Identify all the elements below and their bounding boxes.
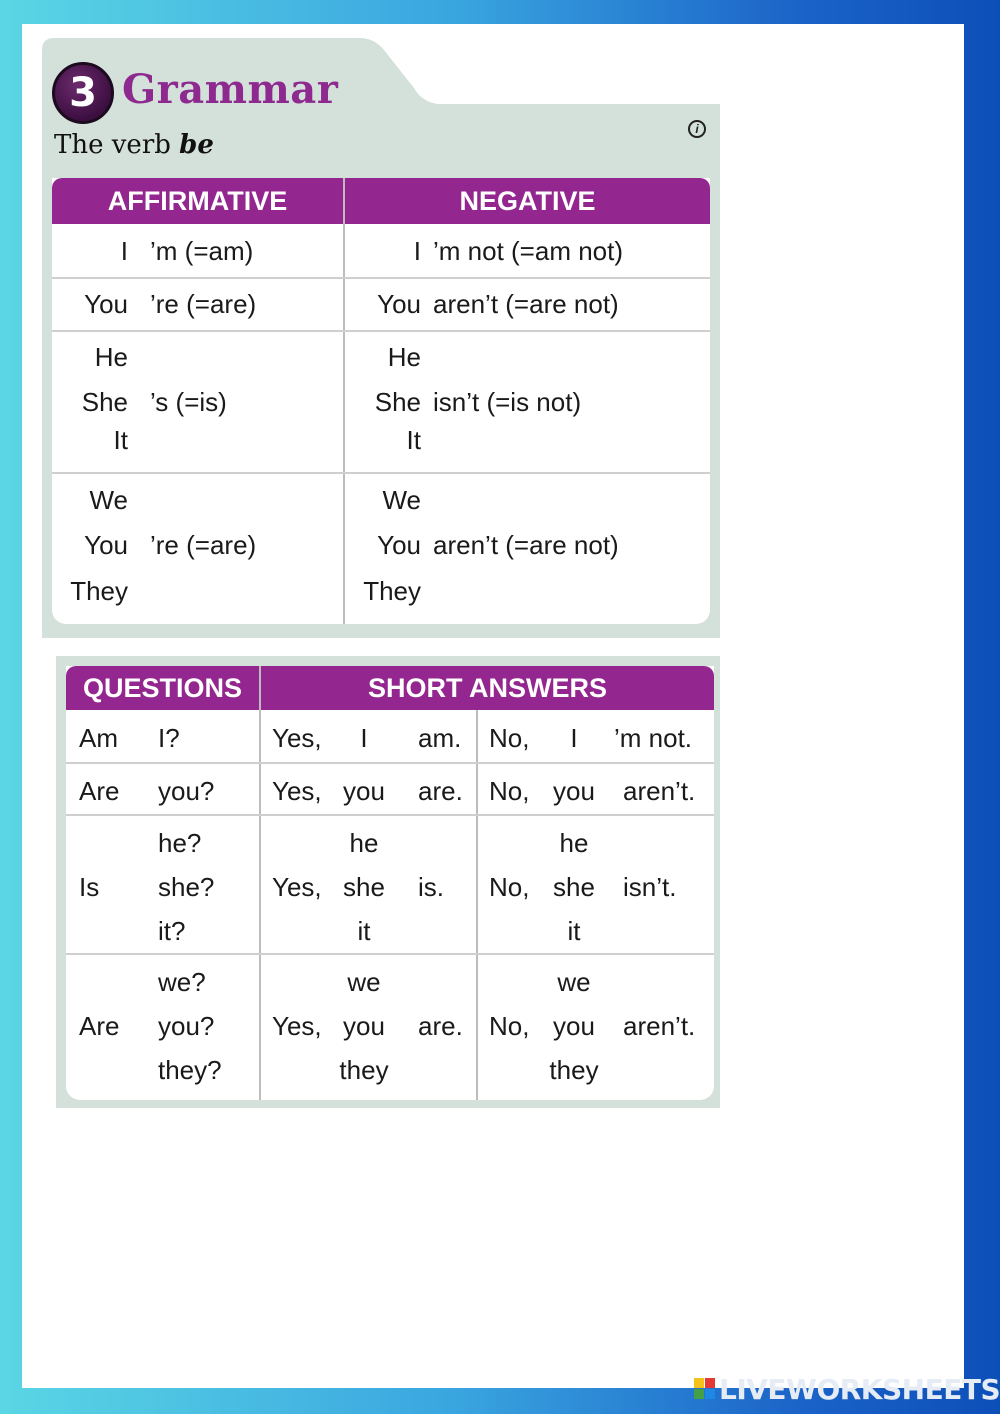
no-subject: I <box>570 723 578 753</box>
yes-word: Yes, <box>272 872 322 902</box>
neg-pronoun: You <box>377 530 421 560</box>
row-divider <box>66 814 714 816</box>
unit-number: 3 <box>69 70 97 116</box>
liveworksheets-logo-icon <box>694 1378 716 1400</box>
questions-panel <box>56 656 720 1108</box>
column-divider <box>476 710 478 1100</box>
yes-verb: are. <box>418 776 463 806</box>
negative-header: NEGATIVE <box>459 186 596 216</box>
yes-subject: it <box>357 916 371 946</box>
row-divider <box>52 472 710 474</box>
neg-form: isn’t (=is not) <box>433 387 582 417</box>
question-subject: they? <box>158 1055 222 1085</box>
neg-pronoun: She <box>374 387 421 417</box>
no-verb: aren’t. <box>623 1011 696 1041</box>
no-subject: they <box>549 1055 599 1085</box>
yes-verb: is. <box>418 872 444 902</box>
short-answers-header: SHORT ANSWERS <box>367 673 607 703</box>
question-subject: we? <box>158 967 206 997</box>
yes-subject: he <box>349 828 379 858</box>
neg-pronoun: It <box>406 425 421 455</box>
question-verb: Are <box>79 1011 120 1041</box>
question-verb: Am <box>79 723 118 753</box>
no-word: No, <box>489 872 530 902</box>
yes-subject: she <box>343 872 385 902</box>
neg-pronoun: I <box>413 236 421 266</box>
aff-pronoun: You <box>84 289 128 319</box>
neg-form: aren’t (=are not) <box>433 289 619 319</box>
aff-form: ’re (=are) <box>150 530 257 560</box>
row-divider <box>52 277 710 279</box>
aff-form: ’s (=is) <box>150 387 227 417</box>
no-verb: isn’t. <box>623 872 677 902</box>
questions-short-answers-table <box>66 666 714 1100</box>
no-subject: you <box>553 1011 595 1041</box>
affirmative-header: AFFIRMATIVE <box>107 186 288 216</box>
aff-form: ’re (=are) <box>150 289 257 319</box>
column-divider <box>259 666 261 1100</box>
aff-pronoun: She <box>81 387 128 417</box>
no-subject: you <box>553 776 595 806</box>
yes-subject: I <box>360 723 368 753</box>
aff-pronoun: We <box>89 485 128 515</box>
yes-word: Yes, <box>272 723 322 753</box>
no-verb: ’m not. <box>614 723 693 753</box>
no-subject: she <box>553 872 595 902</box>
question-subject: she? <box>158 872 215 902</box>
question-subject: you? <box>158 776 215 806</box>
questions-header: QUESTIONS <box>82 673 243 703</box>
yes-verb: are. <box>418 1011 463 1041</box>
question-subject: I? <box>158 723 180 753</box>
no-word: No, <box>489 723 530 753</box>
row-divider <box>66 953 714 955</box>
question-subject: you? <box>158 1011 215 1041</box>
question-verb: Are <box>79 776 120 806</box>
neg-pronoun: We <box>382 485 421 515</box>
neg-form: ’m not (=am not) <box>433 236 624 266</box>
aff-pronoun: I <box>120 236 128 266</box>
question-subject: he? <box>158 828 202 858</box>
section-subtitle <box>54 130 214 160</box>
yes-subject: they <box>339 1055 389 1085</box>
subtitle-verb: be <box>179 130 214 160</box>
aff-pronoun: It <box>113 425 128 455</box>
yes-subject: you <box>343 776 385 806</box>
aff-pronoun: You <box>84 530 128 560</box>
neg-pronoun: They <box>363 576 421 606</box>
watermark <box>694 1374 1000 1404</box>
neg-pronoun: You <box>377 289 421 319</box>
no-word: No, <box>489 1011 530 1041</box>
question-subject: it? <box>158 916 186 946</box>
yes-word: Yes, <box>272 1011 322 1041</box>
subtitle-prefix: The verb <box>54 130 171 160</box>
row-divider <box>66 762 714 764</box>
watermark-text: LIVEWORKSHEETS <box>719 1372 1000 1406</box>
section-title: Grammar <box>122 66 339 113</box>
row-divider <box>52 330 710 332</box>
no-subject: we <box>557 967 591 997</box>
info-icon[interactable]: i <box>688 120 706 138</box>
yes-verb: am. <box>418 723 462 753</box>
neg-pronoun: He <box>387 342 421 372</box>
question-verb: Is <box>79 872 100 902</box>
no-word: No, <box>489 776 530 806</box>
neg-form: aren’t (=are not) <box>433 530 619 560</box>
aff-pronoun: He <box>94 342 128 372</box>
yes-subject: you <box>343 1011 385 1041</box>
aff-form: ’m (=am) <box>150 236 254 266</box>
no-verb: aren’t. <box>623 776 696 806</box>
affirmative-negative-table <box>52 178 710 624</box>
unit-number-badge <box>52 62 114 124</box>
no-subject: he <box>559 828 589 858</box>
yes-subject: we <box>347 967 381 997</box>
no-subject: it <box>567 916 581 946</box>
yes-word: Yes, <box>272 776 322 806</box>
aff-pronoun: They <box>70 576 128 606</box>
grammar-panel <box>42 38 720 638</box>
